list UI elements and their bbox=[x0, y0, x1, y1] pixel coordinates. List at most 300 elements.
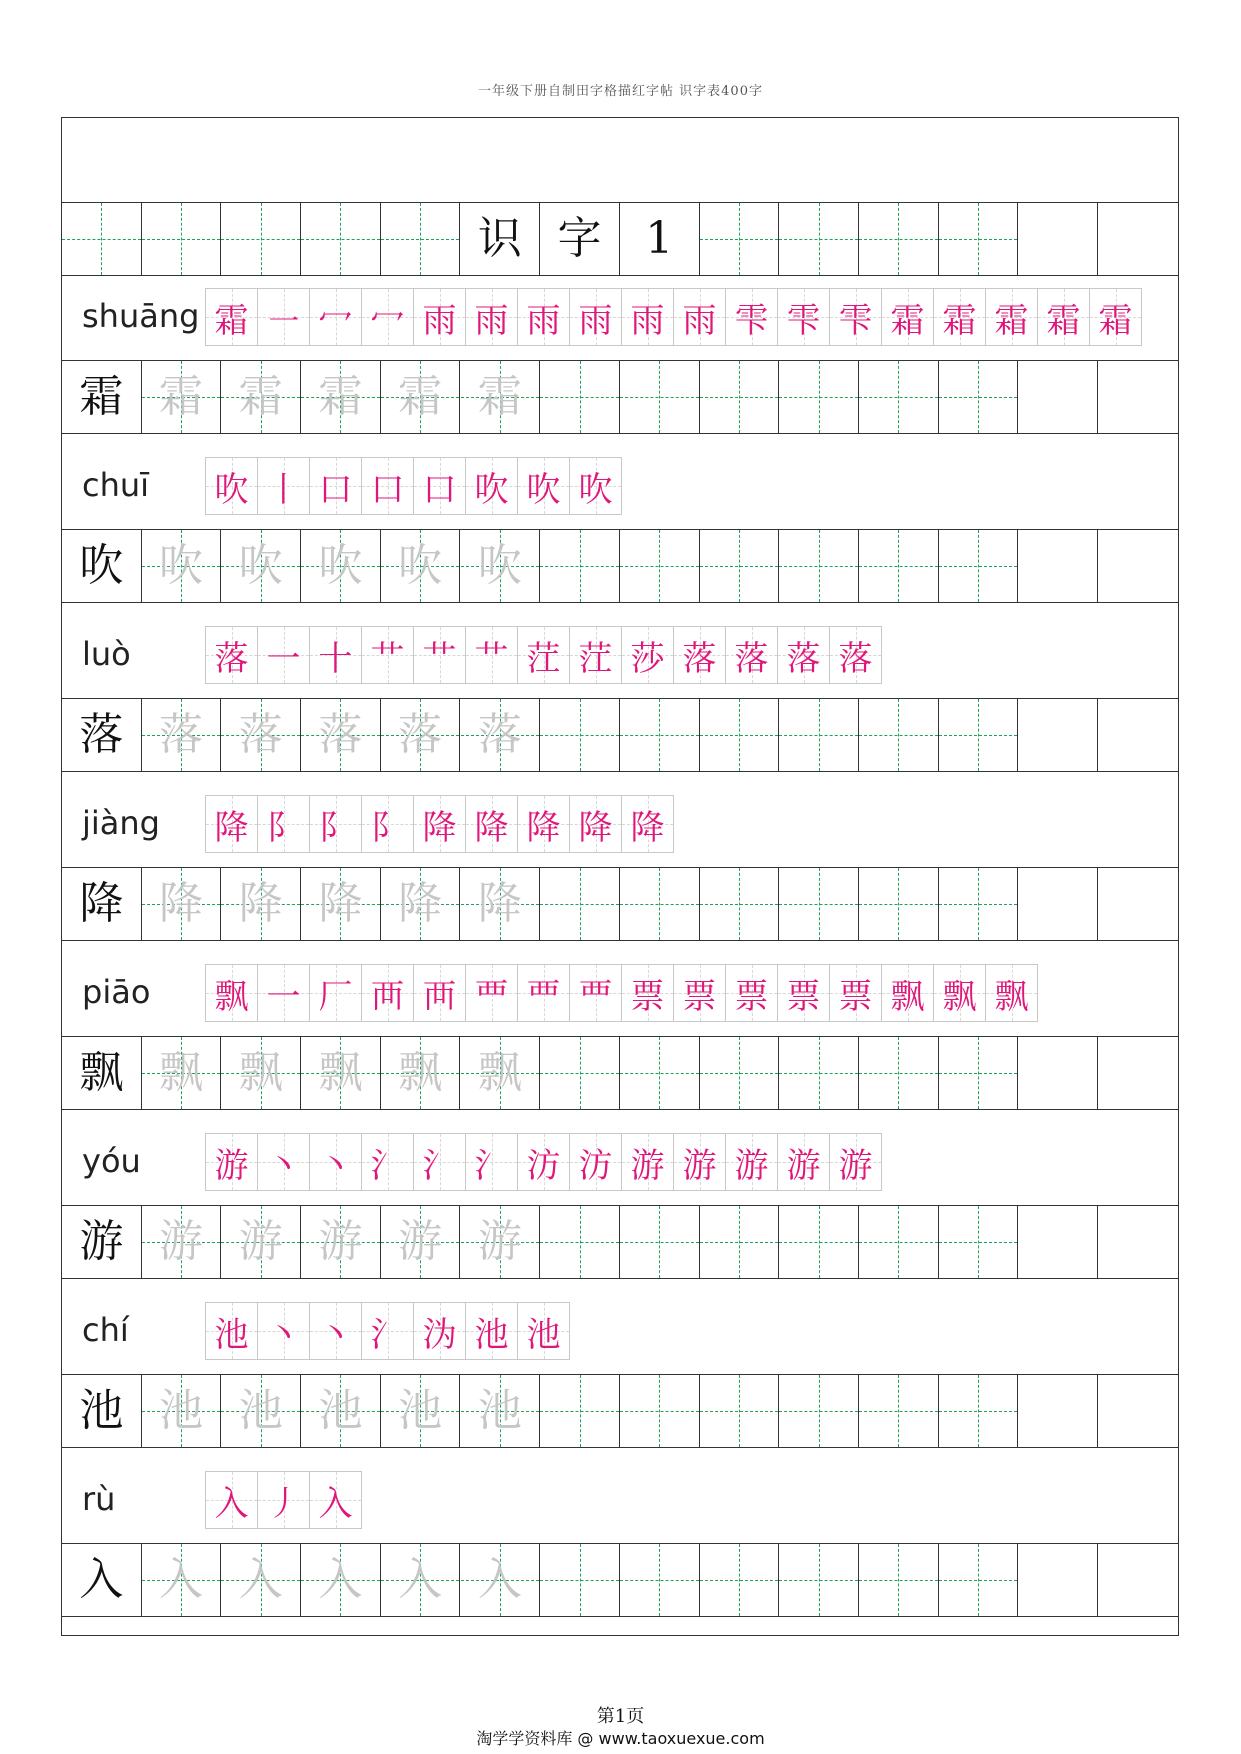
guide-line-horizontal bbox=[540, 397, 619, 398]
trace-cell bbox=[221, 1544, 301, 1616]
pinyin-label: shuāng bbox=[82, 297, 200, 335]
practice-cell bbox=[540, 1544, 620, 1616]
trace-cell bbox=[381, 361, 461, 433]
guide-line-horizontal bbox=[700, 1073, 779, 1074]
practice-cell bbox=[620, 699, 700, 771]
stroke-step bbox=[361, 626, 414, 684]
stroke-step bbox=[361, 1302, 414, 1360]
stroke-glyph: 票 bbox=[630, 976, 665, 1017]
stroke-step bbox=[829, 1133, 882, 1191]
trace-character: 霜 bbox=[159, 371, 204, 422]
practice-sheet bbox=[61, 117, 1179, 1636]
model-cell bbox=[62, 361, 142, 433]
guide-line-horizontal bbox=[620, 735, 699, 736]
practice-cell bbox=[540, 1037, 620, 1109]
model-cell bbox=[62, 530, 142, 602]
stroke-step bbox=[361, 457, 414, 515]
stroke-model-char bbox=[205, 964, 258, 1022]
practice-cell bbox=[540, 868, 620, 940]
trace-character: 降 bbox=[318, 878, 363, 929]
stroke-step bbox=[777, 1133, 830, 1191]
trace-cell bbox=[301, 361, 381, 433]
practice-cell bbox=[700, 1544, 780, 1616]
practice-cell bbox=[620, 1544, 700, 1616]
stroke-glyph: 游 bbox=[838, 1145, 873, 1186]
guide-line-horizontal bbox=[859, 735, 938, 736]
guide-line-horizontal bbox=[859, 904, 938, 905]
stroke-step bbox=[257, 964, 310, 1022]
stroke-glyph: 厂 bbox=[318, 976, 353, 1017]
practice-cell bbox=[939, 868, 1019, 940]
grid-cell bbox=[142, 203, 222, 275]
trace-character: 池 bbox=[398, 1385, 443, 1436]
stroke-step bbox=[517, 795, 570, 853]
guide-line-horizontal bbox=[859, 1580, 938, 1581]
stroke-step bbox=[413, 1302, 466, 1360]
stroke-step bbox=[309, 626, 362, 684]
practice-row bbox=[62, 1374, 1178, 1448]
stroke-model-char bbox=[205, 626, 258, 684]
trace-character: 入 bbox=[159, 1554, 204, 1605]
practice-cell bbox=[779, 1037, 859, 1109]
guide-line-horizontal bbox=[540, 1580, 619, 1581]
practice-cell bbox=[939, 1544, 1019, 1616]
stroke-glyph: 吹 bbox=[474, 469, 509, 510]
trace-cell bbox=[301, 530, 381, 602]
trace-cell bbox=[381, 1037, 461, 1109]
stroke-sequence bbox=[205, 288, 1141, 346]
stroke-glyph: 降 bbox=[422, 807, 457, 848]
trace-character: 入 bbox=[238, 1554, 283, 1605]
practice-cell bbox=[540, 1375, 620, 1447]
practice-cell bbox=[620, 1375, 700, 1447]
stroke-glyph: 雫 bbox=[838, 300, 873, 341]
guide-line-horizontal bbox=[540, 735, 619, 736]
trace-cell bbox=[301, 1544, 381, 1616]
stroke-step bbox=[257, 288, 310, 346]
practice-cell bbox=[700, 699, 780, 771]
stroke-glyph: 落 bbox=[682, 638, 717, 679]
trace-character: 吹 bbox=[318, 540, 363, 591]
guide-line-horizontal bbox=[540, 904, 619, 905]
trace-cell bbox=[461, 1037, 541, 1109]
stroke-step bbox=[309, 288, 362, 346]
trace-character: 霜 bbox=[398, 371, 443, 422]
practice-cell bbox=[779, 868, 859, 940]
practice-cell bbox=[939, 1037, 1019, 1109]
practice-cell bbox=[700, 361, 780, 433]
trace-cell bbox=[142, 868, 222, 940]
practice-cell bbox=[1018, 530, 1098, 602]
stroke-order-row bbox=[62, 276, 1178, 356]
stroke-glyph: 池 bbox=[214, 1314, 249, 1355]
stroke-step bbox=[309, 1471, 362, 1529]
stroke-step bbox=[309, 964, 362, 1022]
stroke-glyph: 襾 bbox=[370, 976, 405, 1017]
stroke-glyph: 阝 bbox=[266, 807, 301, 848]
stroke-step bbox=[569, 457, 622, 515]
practice-cell bbox=[700, 1206, 780, 1278]
grid-cell bbox=[1098, 203, 1178, 275]
practice-cell bbox=[700, 530, 780, 602]
guide-line-horizontal bbox=[779, 1411, 858, 1412]
trace-character: 落 bbox=[477, 709, 522, 760]
stroke-order-row bbox=[62, 445, 1178, 525]
model-cell bbox=[62, 1206, 142, 1278]
trace-cell bbox=[221, 699, 301, 771]
stroke-glyph: 降 bbox=[214, 807, 249, 848]
stroke-glyph: 十 bbox=[318, 638, 353, 679]
guide-line-horizontal bbox=[939, 1242, 1018, 1243]
stroke-sequence bbox=[205, 457, 621, 515]
stroke-step bbox=[361, 288, 414, 346]
stroke-glyph: 汸 bbox=[578, 1145, 613, 1186]
stroke-step bbox=[413, 457, 466, 515]
stroke-order-row bbox=[62, 1459, 1178, 1539]
stroke-glyph: 雨 bbox=[578, 300, 613, 341]
stroke-glyph: 丶 bbox=[266, 1314, 301, 1355]
practice-cell bbox=[939, 530, 1019, 602]
stroke-step bbox=[829, 964, 882, 1022]
site-credit: 淘学学资料库 @ www.taoxuexue.com bbox=[476, 1729, 765, 1748]
trace-character: 游 bbox=[159, 1216, 204, 1267]
guide-line-horizontal bbox=[859, 397, 938, 398]
stroke-step bbox=[309, 795, 362, 853]
practice-cell bbox=[779, 699, 859, 771]
guide-line-horizontal bbox=[939, 1073, 1018, 1074]
stroke-step bbox=[465, 457, 518, 515]
grid-cell bbox=[779, 203, 859, 275]
stroke-step bbox=[933, 964, 986, 1022]
stroke-step bbox=[673, 288, 726, 346]
stroke-glyph: 丿 bbox=[266, 1483, 301, 1524]
practice-cell bbox=[779, 530, 859, 602]
stroke-model-char bbox=[205, 1133, 258, 1191]
stroke-step bbox=[257, 1302, 310, 1360]
trace-character: 飘 bbox=[318, 1047, 363, 1098]
trace-cell bbox=[301, 1037, 381, 1109]
trace-character: 落 bbox=[398, 709, 443, 760]
stroke-step bbox=[985, 964, 1038, 1022]
trace-cell bbox=[381, 1375, 461, 1447]
stroke-glyph: 一 bbox=[266, 976, 301, 1017]
guide-line-horizontal bbox=[381, 239, 460, 240]
guide-line-horizontal bbox=[620, 397, 699, 398]
stroke-step bbox=[829, 626, 882, 684]
guide-line-horizontal bbox=[700, 397, 779, 398]
guide-line-horizontal bbox=[620, 1580, 699, 1581]
stroke-step bbox=[621, 795, 674, 853]
guide-line-horizontal bbox=[540, 1073, 619, 1074]
practice-row bbox=[62, 1036, 1178, 1110]
stroke-step bbox=[257, 1471, 310, 1529]
model-cell bbox=[62, 868, 142, 940]
stroke-glyph: 阝 bbox=[318, 807, 353, 848]
stroke-glyph: 氵 bbox=[474, 1145, 509, 1186]
grid-cell bbox=[700, 203, 780, 275]
practice-cell bbox=[939, 1206, 1019, 1278]
stroke-glyph: 冖 bbox=[370, 300, 405, 341]
guide-line-horizontal bbox=[779, 566, 858, 567]
guide-line-horizontal bbox=[700, 735, 779, 736]
practice-row bbox=[62, 698, 1178, 772]
stroke-step bbox=[413, 795, 466, 853]
trace-character: 霜 bbox=[318, 371, 363, 422]
trace-cell bbox=[461, 1544, 541, 1616]
practice-row bbox=[62, 1205, 1178, 1279]
trace-cell bbox=[301, 868, 381, 940]
trace-cell bbox=[142, 1037, 222, 1109]
trace-cell bbox=[301, 699, 381, 771]
trace-cell bbox=[142, 361, 222, 433]
trace-character: 吹 bbox=[477, 540, 522, 591]
trace-cell bbox=[142, 699, 222, 771]
guide-line-horizontal bbox=[700, 239, 779, 240]
model-cell bbox=[62, 1037, 142, 1109]
guide-line-horizontal bbox=[939, 566, 1018, 567]
stroke-glyph: 落 bbox=[786, 638, 821, 679]
trace-cell bbox=[461, 530, 541, 602]
trace-cell bbox=[301, 1375, 381, 1447]
stroke-step bbox=[517, 626, 570, 684]
stroke-glyph: 雫 bbox=[786, 300, 821, 341]
stroke-step bbox=[517, 964, 570, 1022]
stroke-step bbox=[465, 964, 518, 1022]
lesson-title-row bbox=[62, 202, 1178, 276]
stroke-step bbox=[517, 1302, 570, 1360]
guide-line-horizontal bbox=[700, 1580, 779, 1581]
practice-cell bbox=[859, 1206, 939, 1278]
model-cell bbox=[62, 1375, 142, 1447]
guide-line-horizontal bbox=[779, 904, 858, 905]
grid-cell bbox=[859, 203, 939, 275]
stroke-glyph: 口 bbox=[422, 469, 457, 510]
trace-character: 游 bbox=[318, 1216, 363, 1267]
stroke-glyph: 票 bbox=[838, 976, 873, 1017]
stroke-glyph: 莎 bbox=[630, 638, 665, 679]
stroke-glyph: 汸 bbox=[526, 1145, 561, 1186]
guide-line-horizontal bbox=[540, 1242, 619, 1243]
stroke-sequence bbox=[205, 795, 673, 853]
stroke-step bbox=[257, 626, 310, 684]
guide-line-horizontal bbox=[779, 239, 858, 240]
stroke-glyph: 入 bbox=[214, 1483, 249, 1524]
stroke-order-row bbox=[62, 1121, 1178, 1201]
stroke-glyph: 飘 bbox=[214, 976, 249, 1017]
stroke-step bbox=[569, 288, 622, 346]
lesson-title-char: 字 bbox=[557, 213, 602, 264]
trace-character: 降 bbox=[159, 878, 204, 929]
guide-line-horizontal bbox=[859, 1411, 938, 1412]
stroke-glyph: 丶 bbox=[266, 1145, 301, 1186]
guide-line-horizontal bbox=[859, 1073, 938, 1074]
guide-line-horizontal bbox=[620, 1411, 699, 1412]
stroke-glyph: 游 bbox=[630, 1145, 665, 1186]
stroke-glyph: 茳 bbox=[578, 638, 613, 679]
stroke-sequence bbox=[205, 964, 1037, 1022]
stroke-sequence bbox=[205, 1302, 569, 1360]
trace-character: 降 bbox=[238, 878, 283, 929]
trace-character: 入 bbox=[477, 1554, 522, 1605]
trace-cell bbox=[381, 530, 461, 602]
stroke-glyph: 吹 bbox=[214, 469, 249, 510]
stroke-glyph: 落 bbox=[734, 638, 769, 679]
practice-row bbox=[62, 360, 1178, 434]
stroke-step bbox=[881, 964, 934, 1022]
stroke-glyph: 票 bbox=[682, 976, 717, 1017]
stroke-step bbox=[1089, 288, 1142, 346]
stroke-glyph: 霜 bbox=[214, 300, 249, 341]
stroke-glyph: 霜 bbox=[1098, 300, 1133, 341]
stroke-glyph: 游 bbox=[734, 1145, 769, 1186]
grid-cell bbox=[301, 203, 381, 275]
stroke-step bbox=[309, 1302, 362, 1360]
trace-character: 霜 bbox=[238, 371, 283, 422]
guide-line-horizontal bbox=[939, 239, 1018, 240]
trace-cell bbox=[461, 1206, 541, 1278]
guide-line-horizontal bbox=[620, 904, 699, 905]
trace-character: 池 bbox=[238, 1385, 283, 1436]
stroke-order-row bbox=[62, 952, 1178, 1032]
trace-cell bbox=[381, 1544, 461, 1616]
practice-cell bbox=[859, 530, 939, 602]
guide-line-horizontal bbox=[620, 566, 699, 567]
practice-cell bbox=[939, 361, 1019, 433]
stroke-step bbox=[517, 288, 570, 346]
stroke-glyph: 降 bbox=[526, 807, 561, 848]
model-character: 吹 bbox=[79, 540, 124, 591]
practice-cell bbox=[859, 361, 939, 433]
stroke-sequence bbox=[205, 1471, 361, 1529]
practice-cell bbox=[1018, 699, 1098, 771]
trace-cell bbox=[221, 868, 301, 940]
practice-cell bbox=[540, 1206, 620, 1278]
trace-character: 入 bbox=[398, 1554, 443, 1605]
stroke-model-char bbox=[205, 288, 258, 346]
trace-character: 飘 bbox=[398, 1047, 443, 1098]
guide-line-horizontal bbox=[221, 239, 300, 240]
stroke-glyph: 茳 bbox=[526, 638, 561, 679]
stroke-glyph: 票 bbox=[786, 976, 821, 1017]
guide-line-horizontal bbox=[779, 1580, 858, 1581]
title-cell bbox=[540, 203, 620, 275]
stroke-step bbox=[985, 288, 1038, 346]
trace-character: 飘 bbox=[238, 1047, 283, 1098]
trace-character: 降 bbox=[398, 878, 443, 929]
guide-line-horizontal bbox=[700, 1411, 779, 1412]
practice-cell bbox=[1098, 361, 1178, 433]
trace-cell bbox=[381, 1206, 461, 1278]
practice-cell bbox=[859, 1037, 939, 1109]
practice-cell bbox=[859, 1375, 939, 1447]
stroke-step bbox=[725, 964, 778, 1022]
practice-cell bbox=[700, 868, 780, 940]
stroke-glyph: 入 bbox=[318, 1483, 353, 1524]
stroke-step bbox=[413, 1133, 466, 1191]
guide-line-horizontal bbox=[939, 735, 1018, 736]
model-character: 飘 bbox=[79, 1047, 124, 1098]
trace-cell bbox=[221, 1375, 301, 1447]
guide-line-horizontal bbox=[700, 904, 779, 905]
stroke-step bbox=[413, 288, 466, 346]
stroke-glyph: 飘 bbox=[942, 976, 977, 1017]
practice-cell bbox=[1098, 530, 1178, 602]
trace-cell bbox=[301, 1206, 381, 1278]
stroke-step bbox=[465, 795, 518, 853]
practice-row bbox=[62, 529, 1178, 603]
stroke-glyph: 阝 bbox=[370, 807, 405, 848]
stroke-step bbox=[257, 795, 310, 853]
stroke-glyph: 雨 bbox=[474, 300, 509, 341]
stroke-step bbox=[361, 795, 414, 853]
trace-cell bbox=[381, 699, 461, 771]
stroke-glyph: 游 bbox=[786, 1145, 821, 1186]
trace-character: 霜 bbox=[477, 371, 522, 422]
trace-cell bbox=[461, 1375, 541, 1447]
stroke-step bbox=[569, 626, 622, 684]
page-header: 一年级下册自制田字格描红字帖 识字表400字 bbox=[478, 84, 763, 99]
stroke-glyph: 口 bbox=[318, 469, 353, 510]
stroke-glyph: 覀 bbox=[526, 976, 561, 1017]
trace-cell bbox=[142, 530, 222, 602]
practice-cell bbox=[540, 361, 620, 433]
guide-line-horizontal bbox=[939, 1411, 1018, 1412]
stroke-glyph: 票 bbox=[734, 976, 769, 1017]
guide-line-horizontal bbox=[779, 1073, 858, 1074]
practice-cell bbox=[1098, 699, 1178, 771]
guide-line-horizontal bbox=[859, 239, 938, 240]
stroke-step bbox=[777, 964, 830, 1022]
stroke-step bbox=[569, 795, 622, 853]
stroke-glyph: 吹 bbox=[578, 469, 613, 510]
practice-cell bbox=[1018, 868, 1098, 940]
stroke-glyph: 艹 bbox=[422, 638, 457, 679]
model-cell bbox=[62, 699, 142, 771]
page-number: 第1页 bbox=[596, 1706, 645, 1727]
trace-cell bbox=[142, 1206, 222, 1278]
stroke-step bbox=[517, 457, 570, 515]
grid-cell bbox=[1018, 203, 1098, 275]
stroke-model-char bbox=[205, 1302, 258, 1360]
stroke-glyph: 雨 bbox=[682, 300, 717, 341]
pinyin-label: yóu bbox=[82, 1142, 141, 1180]
trace-cell bbox=[142, 1544, 222, 1616]
trace-character: 游 bbox=[398, 1216, 443, 1267]
practice-cell bbox=[1098, 1037, 1178, 1109]
stroke-step bbox=[569, 1133, 622, 1191]
stroke-glyph: 覀 bbox=[474, 976, 509, 1017]
stroke-glyph: 襾 bbox=[422, 976, 457, 1017]
stroke-step bbox=[257, 457, 310, 515]
practice-cell bbox=[540, 699, 620, 771]
trace-character: 落 bbox=[318, 709, 363, 760]
practice-cell bbox=[859, 1544, 939, 1616]
practice-cell bbox=[1098, 868, 1178, 940]
lesson-title-char: 识 bbox=[477, 213, 522, 264]
stroke-glyph: 氵 bbox=[370, 1145, 405, 1186]
guide-line-horizontal bbox=[939, 397, 1018, 398]
guide-line-horizontal bbox=[620, 1073, 699, 1074]
stroke-step bbox=[257, 1133, 310, 1191]
guide-line-horizontal bbox=[859, 1242, 938, 1243]
pinyin-label: jiàng bbox=[82, 804, 160, 842]
practice-cell bbox=[939, 699, 1019, 771]
trace-cell bbox=[221, 361, 301, 433]
guide-line-horizontal bbox=[939, 904, 1018, 905]
trace-cell bbox=[142, 1375, 222, 1447]
stroke-step bbox=[465, 288, 518, 346]
practice-cell bbox=[700, 1037, 780, 1109]
